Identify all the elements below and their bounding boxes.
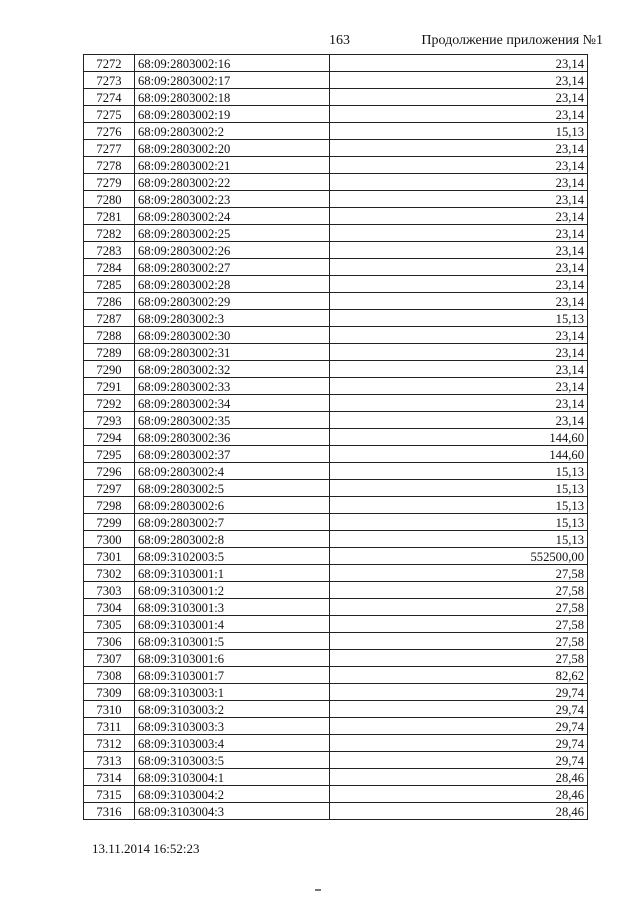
row-number: 7273 (84, 72, 135, 89)
cadastral-number: 68:09:2803002:30 (135, 327, 330, 344)
cadastral-number: 68:09:2803002:2 (135, 123, 330, 140)
row-number: 7279 (84, 174, 135, 191)
cadastral-number: 68:09:2803002:35 (135, 412, 330, 429)
cadastral-number: 68:09:2803002:5 (135, 480, 330, 497)
row-number: 7272 (84, 55, 135, 72)
cadastral-number: 68:09:2803002:19 (135, 106, 330, 123)
cadastral-number: 68:09:2803002:3 (135, 310, 330, 327)
row-number: 7313 (84, 752, 135, 769)
value-cell: 23,14 (330, 259, 588, 276)
row-number: 7316 (84, 803, 135, 820)
value-cell: 23,14 (330, 242, 588, 259)
table-row (84, 786, 588, 803)
table-row (84, 276, 588, 293)
value-cell: 23,14 (330, 72, 588, 89)
table-row (84, 531, 588, 548)
row-number: 7311 (84, 718, 135, 735)
row-number: 7290 (84, 361, 135, 378)
row-number: 7292 (84, 395, 135, 412)
value-cell: 23,14 (330, 106, 588, 123)
row-number: 7303 (84, 582, 135, 599)
table-row (84, 140, 588, 157)
value-cell: 27,58 (330, 582, 588, 599)
value-cell: 15,13 (330, 310, 588, 327)
table-row (84, 378, 588, 395)
row-number: 7304 (84, 599, 135, 616)
cadastral-number: 68:09:3103001:2 (135, 582, 330, 599)
table-row (84, 293, 588, 310)
cadastral-number: 68:09:2803002:22 (135, 174, 330, 191)
row-number: 7299 (84, 514, 135, 531)
table-row (84, 208, 588, 225)
cadastral-number: 68:09:3103001:4 (135, 616, 330, 633)
cadastral-number: 68:09:3103001:7 (135, 667, 330, 684)
value-cell: 23,14 (330, 344, 588, 361)
cadastral-number: 68:09:2803002:18 (135, 89, 330, 106)
table-row (84, 157, 588, 174)
cadastral-number: 68:09:2803002:27 (135, 259, 330, 276)
table-row (84, 463, 588, 480)
row-number: 7291 (84, 378, 135, 395)
cadastral-number: 68:09:3103004:1 (135, 769, 330, 786)
table-row (84, 667, 588, 684)
table-row (84, 582, 588, 599)
value-cell: 552500,00 (330, 548, 588, 565)
table-row (84, 191, 588, 208)
cadastral-number: 68:09:3102003:5 (135, 548, 330, 565)
value-cell: 15,13 (330, 463, 588, 480)
table-row (84, 548, 588, 565)
cadastral-number: 68:09:3103001:3 (135, 599, 330, 616)
cadastral-number: 68:09:2803002:25 (135, 225, 330, 242)
table-row (84, 344, 588, 361)
row-number: 7294 (84, 429, 135, 446)
row-number: 7287 (84, 310, 135, 327)
cadastral-number: 68:09:2803002:26 (135, 242, 330, 259)
value-cell: 82,62 (330, 667, 588, 684)
table-row (84, 395, 588, 412)
row-number: 7309 (84, 684, 135, 701)
value-cell: 23,14 (330, 157, 588, 174)
table-row (84, 123, 588, 140)
value-cell: 23,14 (330, 191, 588, 208)
value-cell: 27,58 (330, 650, 588, 667)
cadastral-number: 68:09:2803002:37 (135, 446, 330, 463)
row-number: 7302 (84, 565, 135, 582)
row-number: 7284 (84, 259, 135, 276)
row-number: 7306 (84, 633, 135, 650)
value-cell: 29,74 (330, 701, 588, 718)
cadastral-number: 68:09:2803002:4 (135, 463, 330, 480)
row-number: 7276 (84, 123, 135, 140)
table-row (84, 514, 588, 531)
row-number: 7301 (84, 548, 135, 565)
value-cell: 28,46 (330, 786, 588, 803)
table-row (84, 412, 588, 429)
value-cell: 15,13 (330, 123, 588, 140)
row-number: 7298 (84, 497, 135, 514)
table-row (84, 446, 588, 463)
table-row (84, 769, 588, 786)
cadastral-number: 68:09:2803002:34 (135, 395, 330, 412)
cadastral-number: 68:09:3103003:4 (135, 735, 330, 752)
table-row (84, 242, 588, 259)
row-number: 7289 (84, 344, 135, 361)
cadastral-number: 68:09:3103003:1 (135, 684, 330, 701)
value-cell: 27,58 (330, 599, 588, 616)
cadastral-number: 68:09:2803002:7 (135, 514, 330, 531)
cadastral-number: 68:09:2803002:21 (135, 157, 330, 174)
cadastral-number: 68:09:2803002:32 (135, 361, 330, 378)
row-number: 7314 (84, 769, 135, 786)
registry-table-body (84, 55, 588, 820)
cadastral-number: 68:09:3103001:1 (135, 565, 330, 582)
row-number: 7278 (84, 157, 135, 174)
cadastral-number: 68:09:2803002:6 (135, 497, 330, 514)
value-cell: 23,14 (330, 174, 588, 191)
table-row (84, 327, 588, 344)
table-row (84, 174, 588, 191)
row-number: 7277 (84, 140, 135, 157)
value-cell: 27,58 (330, 565, 588, 582)
table-row (84, 616, 588, 633)
row-number: 7308 (84, 667, 135, 684)
appendix-title: Продолжение приложения №1 (421, 33, 603, 48)
table-row (84, 225, 588, 242)
table-row (84, 684, 588, 701)
cadastral-number: 68:09:3103001:6 (135, 650, 330, 667)
table-row (84, 361, 588, 378)
table-row (84, 718, 588, 735)
value-cell: 23,14 (330, 276, 588, 293)
row-number: 7281 (84, 208, 135, 225)
value-cell: 23,14 (330, 412, 588, 429)
row-number: 7305 (84, 616, 135, 633)
value-cell: 144,60 (330, 446, 588, 463)
cadastral-number: 68:09:3103001:5 (135, 633, 330, 650)
row-number: 7307 (84, 650, 135, 667)
table-row (84, 701, 588, 718)
value-cell: 144,60 (330, 429, 588, 446)
value-cell: 23,14 (330, 55, 588, 72)
row-number: 7315 (84, 786, 135, 803)
value-cell: 23,14 (330, 293, 588, 310)
value-cell: 28,46 (330, 803, 588, 820)
value-cell: 29,74 (330, 752, 588, 769)
cadastral-number: 68:09:2803002:8 (135, 531, 330, 548)
table-row (84, 429, 588, 446)
cadastral-number: 68:09:2803002:33 (135, 378, 330, 395)
row-number: 7286 (84, 293, 135, 310)
scan-mark (315, 889, 321, 891)
registry-table (83, 54, 588, 820)
table-row (84, 310, 588, 327)
value-cell: 23,14 (330, 208, 588, 225)
table-row (84, 735, 588, 752)
cadastral-number: 68:09:2803002:17 (135, 72, 330, 89)
value-cell: 23,14 (330, 378, 588, 395)
table-row (84, 565, 588, 582)
cadastral-number: 68:09:3103003:5 (135, 752, 330, 769)
cadastral-number: 68:09:3103004:2 (135, 786, 330, 803)
page-number: 163 (329, 33, 350, 48)
row-number: 7296 (84, 463, 135, 480)
table-row (84, 497, 588, 514)
value-cell: 23,14 (330, 89, 588, 106)
value-cell: 29,74 (330, 718, 588, 735)
cadastral-number: 68:09:2803002:29 (135, 293, 330, 310)
table-row (84, 599, 588, 616)
row-number: 7274 (84, 89, 135, 106)
table-row (84, 106, 588, 123)
value-cell: 15,13 (330, 531, 588, 548)
cadastral-number: 68:09:2803002:16 (135, 55, 330, 72)
value-cell: 15,13 (330, 480, 588, 497)
footer-timestamp: 13.11.2014 16:52:23 (92, 841, 200, 856)
page-header (0, 33, 640, 53)
row-number: 7312 (84, 735, 135, 752)
row-number: 7288 (84, 327, 135, 344)
row-number: 7310 (84, 701, 135, 718)
cadastral-number: 68:09:2803002:36 (135, 429, 330, 446)
cadastral-number: 68:09:2803002:28 (135, 276, 330, 293)
row-number: 7280 (84, 191, 135, 208)
row-number: 7283 (84, 242, 135, 259)
table-row (84, 633, 588, 650)
value-cell: 29,74 (330, 684, 588, 701)
table-row (84, 259, 588, 276)
cadastral-number: 68:09:2803002:23 (135, 191, 330, 208)
table-row (84, 72, 588, 89)
cadastral-number: 68:09:2803002:31 (135, 344, 330, 361)
value-cell: 15,13 (330, 497, 588, 514)
value-cell: 29,74 (330, 735, 588, 752)
table-row (84, 480, 588, 497)
cadastral-number: 68:09:2803002:24 (135, 208, 330, 225)
value-cell: 27,58 (330, 616, 588, 633)
value-cell: 23,14 (330, 395, 588, 412)
table-row (84, 89, 588, 106)
table-row (84, 55, 588, 72)
row-number: 7297 (84, 480, 135, 497)
row-number: 7295 (84, 446, 135, 463)
value-cell: 23,14 (330, 140, 588, 157)
table-row (84, 650, 588, 667)
value-cell: 23,14 (330, 225, 588, 242)
cadastral-number: 68:09:3103003:2 (135, 701, 330, 718)
row-number: 7275 (84, 106, 135, 123)
value-cell: 15,13 (330, 514, 588, 531)
row-number: 7282 (84, 225, 135, 242)
cadastral-number: 68:09:2803002:20 (135, 140, 330, 157)
table-row (84, 752, 588, 769)
value-cell: 27,58 (330, 633, 588, 650)
value-cell: 28,46 (330, 769, 588, 786)
value-cell: 23,14 (330, 327, 588, 344)
cadastral-number: 68:09:3103004:3 (135, 803, 330, 820)
table-row (84, 803, 588, 820)
row-number: 7293 (84, 412, 135, 429)
value-cell: 23,14 (330, 361, 588, 378)
cadastral-number: 68:09:3103003:3 (135, 718, 330, 735)
row-number: 7300 (84, 531, 135, 548)
row-number: 7285 (84, 276, 135, 293)
